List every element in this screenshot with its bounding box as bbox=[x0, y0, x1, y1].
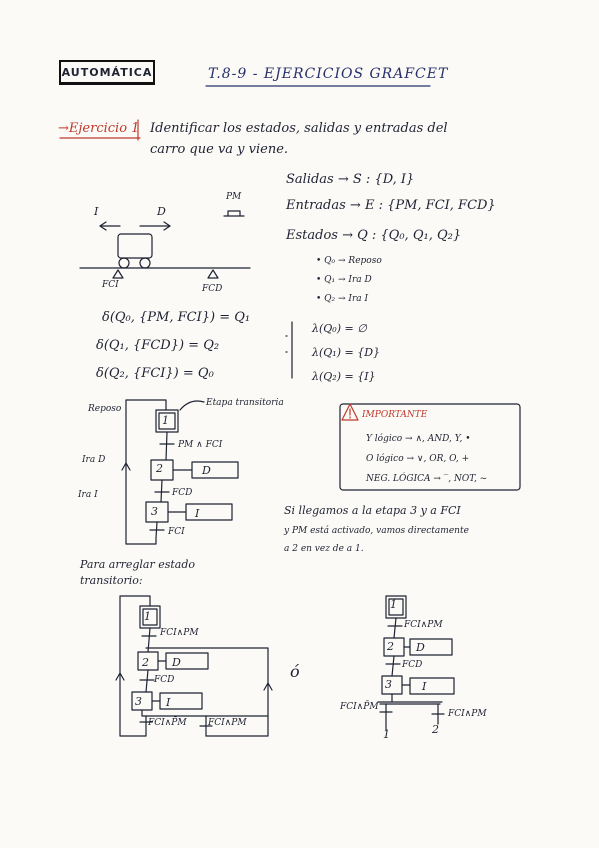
grafcet3-step1: 1 bbox=[390, 598, 397, 611]
grafcet2-t3b: FCI∧PM bbox=[208, 718, 247, 728]
note-line-3: a 2 en vez de a 1. bbox=[284, 544, 364, 554]
grafcet3-step2: 2 bbox=[387, 640, 394, 653]
grafcet3-t3a: FCI∧P̄M bbox=[340, 702, 379, 712]
important-line-2: O lógico → ∨, OR, O, + bbox=[366, 454, 470, 464]
delta-1: δ(Q₀, {PM, FCI}) = Q₁ bbox=[102, 310, 251, 325]
grafcet3-action3: I bbox=[422, 680, 427, 693]
q0-text: • Q₀ → Reposo bbox=[316, 256, 382, 266]
grafcet2-t2: FCD bbox=[154, 675, 175, 685]
page-title: T.8-9 - EJERCICIOS GRAFCET bbox=[208, 66, 449, 82]
important-title: IMPORTANTE bbox=[362, 410, 428, 420]
grafcet1-t3: FCI bbox=[168, 527, 185, 537]
grafcet1-irad: Ira D bbox=[82, 455, 106, 465]
grafcet1-irai: Ira I bbox=[78, 490, 98, 500]
grafcet2-diagram bbox=[116, 596, 272, 736]
grafcet3-step3: 3 bbox=[385, 678, 392, 691]
delta-2: δ(Q₁, {FCD}) = Q₂ bbox=[96, 338, 220, 353]
grafcet3-action2: D bbox=[416, 641, 425, 654]
grafcet2-step1: 1 bbox=[144, 610, 151, 623]
grafcet1-step2: 2 bbox=[156, 462, 163, 475]
grafcet3-t1: FCI∧PM bbox=[404, 620, 443, 630]
entradas-text: Entradas → E : {PM, FCI, FCD} bbox=[286, 198, 496, 213]
sensor-left-label: FCI bbox=[102, 280, 119, 290]
grafcet2-t3a: FCI∧P̄M bbox=[148, 718, 187, 728]
push-button-icon bbox=[224, 211, 244, 216]
grafcet1-action3: I bbox=[195, 507, 200, 520]
note-line-2: y PM está activado, vamos directamente bbox=[284, 526, 469, 536]
button-label: PM bbox=[226, 192, 242, 202]
important-line-1: Y lógico → ∧, AND, Y, • bbox=[366, 434, 471, 444]
cart-wheel-left bbox=[119, 258, 129, 268]
subject-label: AUTOMÁTICA bbox=[61, 65, 153, 79]
important-line-3: NEG. LÓGICA → ‾, NOT, ~ bbox=[366, 474, 488, 484]
grafcet3-dest-b: 2 bbox=[432, 723, 439, 736]
warning-icon bbox=[342, 404, 358, 420]
grafcet3-t2: FCD bbox=[402, 660, 423, 670]
grafcet2-step3: 3 bbox=[135, 695, 142, 708]
lambda-3: λ(Q₂) = {I} bbox=[312, 370, 376, 383]
lambda-2: λ(Q₁) = {D} bbox=[312, 346, 381, 359]
statement-line-2: carro que va y viene. bbox=[150, 142, 289, 157]
salidas-text: Salidas → S : {D, I} bbox=[286, 172, 415, 187]
grafcet1-t1: PM ∧ FCI bbox=[178, 440, 223, 450]
exercise-label: →Ejercicio 1 bbox=[58, 121, 140, 136]
grafcet1-t2: FCD bbox=[172, 488, 193, 498]
cart-wheel-right bbox=[140, 258, 150, 268]
subject-box bbox=[59, 60, 155, 85]
statement-line-1: Identificar los estados, salidas y entradas del bbox=[150, 121, 448, 136]
cart-right-label: D bbox=[157, 205, 166, 218]
q1-text: • Q₁ → Ira D bbox=[316, 275, 372, 285]
grafcet3-dest-a: 1 bbox=[383, 728, 390, 741]
grafcet3-t3b: FCI∧PM bbox=[448, 709, 487, 719]
or-word: ó bbox=[290, 662, 300, 681]
cart-left-label: I bbox=[94, 205, 99, 218]
q2-text: • Q₂ → Ira I bbox=[316, 294, 369, 304]
grafcet2-action3: I bbox=[166, 696, 171, 709]
sensor-right-label: FCD bbox=[202, 284, 223, 294]
grafcet1-diagram bbox=[122, 400, 238, 544]
grafcet1-step1: 1 bbox=[162, 414, 169, 427]
grafcet1-action2: D bbox=[202, 464, 211, 477]
sensor-right-icon bbox=[208, 270, 218, 278]
grafcet1-reposo: Reposo bbox=[88, 404, 122, 414]
grafcet2-step2: 2 bbox=[142, 656, 149, 669]
grafcet2-t1: FCI∧PM bbox=[160, 628, 199, 638]
cart-body bbox=[118, 234, 152, 258]
note-line-1: Si llegamos a la etapa 3 y a FCI bbox=[284, 504, 461, 517]
grafcet1-step3: 3 bbox=[151, 505, 158, 518]
fix-line-1: Para arreglar estado bbox=[80, 558, 196, 571]
estados-text: Estados → Q : {Q₀, Q₁, Q₂} bbox=[286, 228, 462, 243]
delta-3: δ(Q₂, {FCI}) = Q₀ bbox=[96, 366, 214, 381]
grafcet1-annotation: Etapa transitoria bbox=[206, 398, 284, 408]
grafcet2-action2: D bbox=[172, 656, 181, 669]
lambda-1: λ(Q₀) = ∅ bbox=[312, 322, 367, 335]
fix-line-2: transitorio: bbox=[80, 574, 143, 587]
sensor-left-icon bbox=[113, 270, 123, 278]
